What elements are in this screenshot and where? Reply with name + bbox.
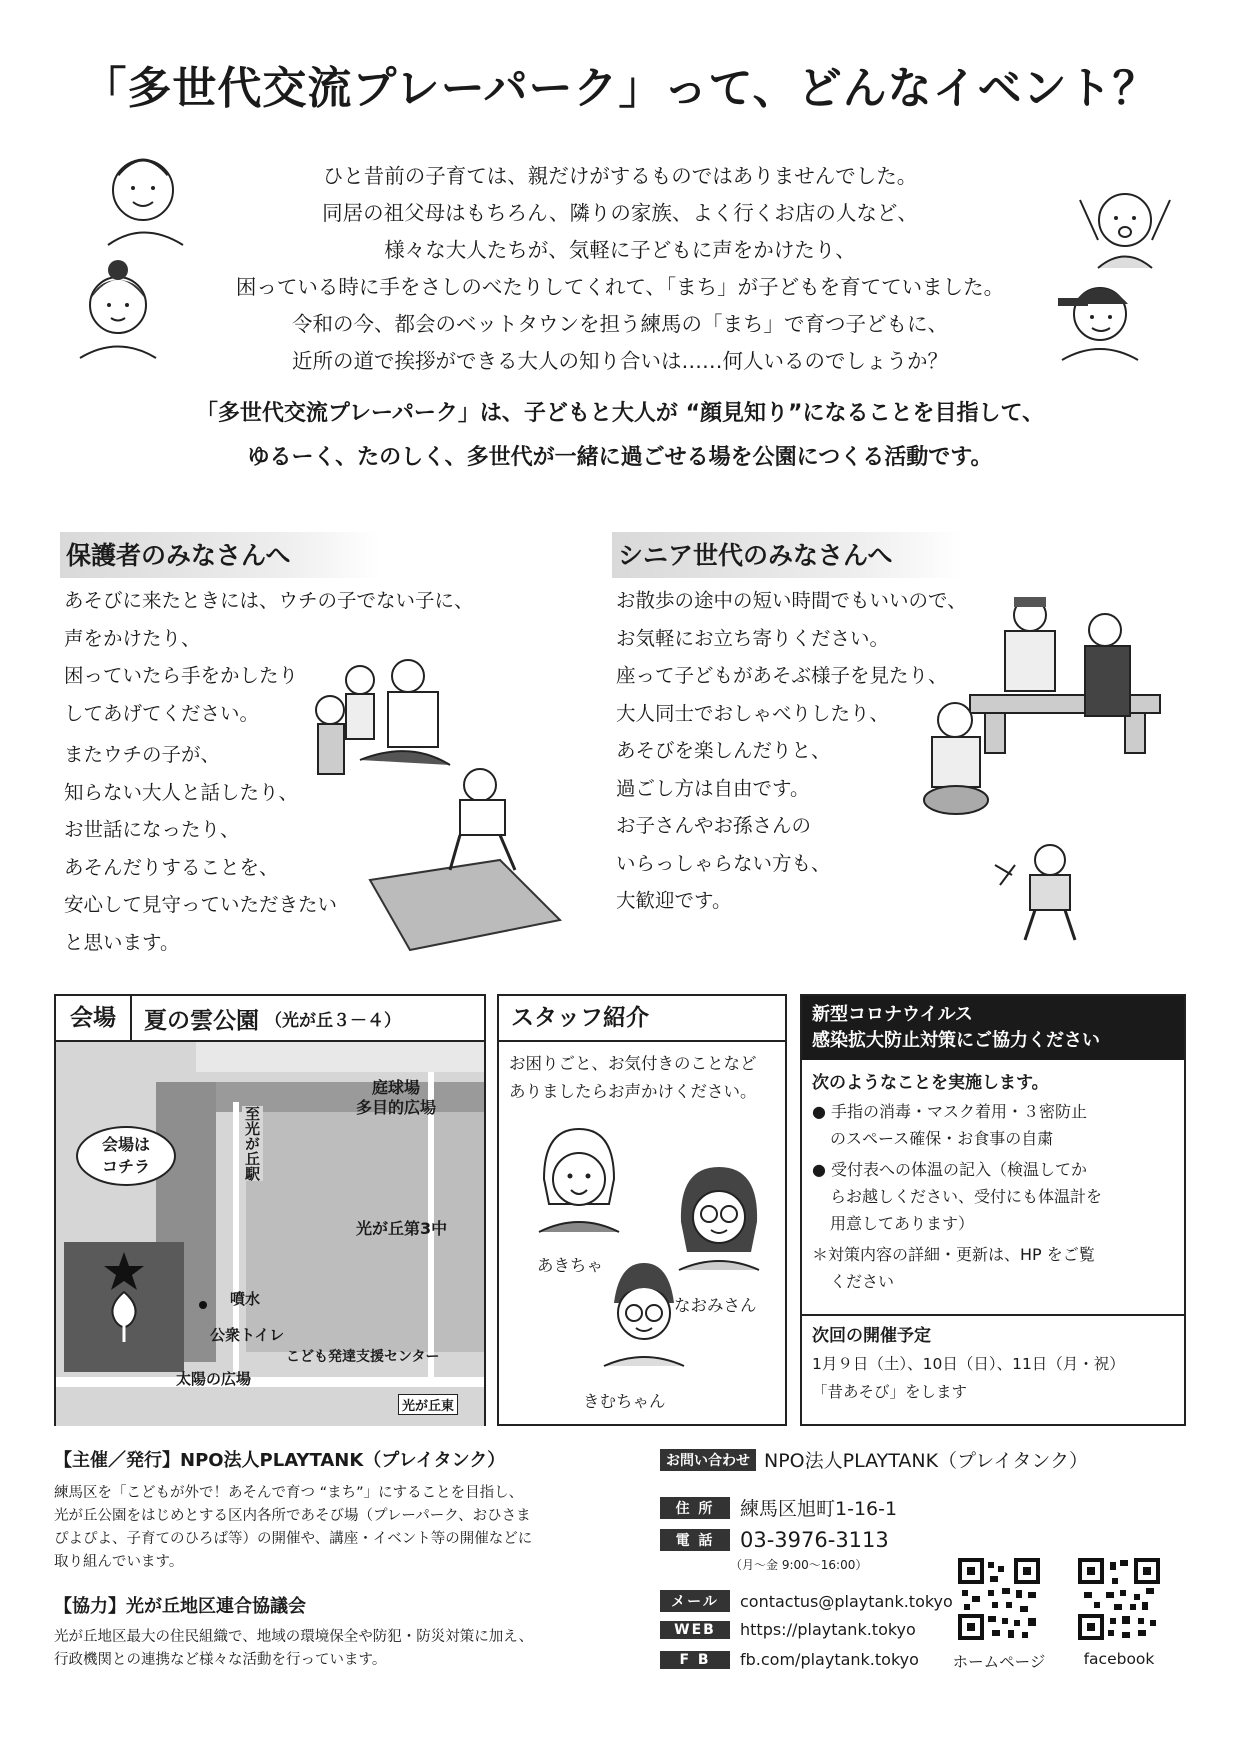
page-title: 「多世代交流プレーパーク」って、どんなイベント？	[82, 63, 1158, 114]
staff-kimu-portrait	[594, 1258, 694, 1368]
text-line: してあげてください。	[64, 701, 260, 725]
text-line: と思います。	[64, 930, 180, 954]
covid-subhead: 次のようなことを実施します。	[812, 1073, 1049, 1093]
text-line: お困りごと、お気付きのことなど	[509, 1054, 757, 1073]
text-line: 安心して見守っていただきたい	[64, 893, 338, 916]
text-line: あそびに来たときには、ウチの子でない子に、	[64, 589, 474, 612]
contact-mail[interactable]: contactus@playtank.tokyo	[740, 1591, 953, 1611]
bubble-text: コチラ	[101, 1157, 150, 1176]
staff-akicha-portrait	[529, 1124, 629, 1234]
next-event	[802, 1314, 1184, 1412]
contact-label: お問い合わせ	[660, 1449, 756, 1471]
organizer-heading	[54, 1446, 505, 1472]
phone-label: 電 話	[660, 1529, 730, 1551]
text-line: 大人同士でおしゃべりしたり、	[616, 701, 890, 725]
text-line: 練馬区を「こどもが外で！あそんで育つ “まち”」にすることを目指し、	[54, 1485, 524, 1501]
text-line: お世話になったり、	[64, 818, 240, 841]
covid-content	[802, 1060, 1184, 1295]
homepage-qr-icon[interactable]	[956, 1556, 1042, 1642]
map-label-tennis	[356, 1078, 436, 1118]
contact-heading	[660, 1446, 1088, 1473]
contact-phone[interactable]: 03-3976-3113	[740, 1528, 889, 1552]
covid-heading: 新型コロナウイルス	[812, 1004, 973, 1025]
seniors-heading: シニア世代のみなさんへ	[612, 532, 962, 578]
staff-box	[497, 994, 787, 1426]
intro-line: 同居の祖父母はもちろん、隣りの家族、よく行くお店の人など、	[322, 201, 918, 225]
text-line: お散歩の途中の短い時間でもいいので、	[616, 589, 967, 612]
staff-heading: スタッフ紹介	[499, 996, 785, 1042]
parents-text-2	[64, 736, 337, 961]
bubble-text: 会場は	[101, 1135, 150, 1154]
contact-fb-row	[660, 1650, 919, 1669]
text-line: 行政機関との連携など様々な活動を行っています。	[54, 1652, 387, 1668]
venue-header	[56, 996, 484, 1042]
map-label-toilet: 公衆トイレ	[210, 1326, 285, 1344]
cooperation-heading	[54, 1592, 306, 1618]
text-line: いらっしゃらない方も、	[616, 851, 831, 875]
covid-item-1	[812, 1098, 1174, 1152]
intro-line: 様々な大人たちが、気軽に子どもに声をかけたり、	[384, 238, 856, 262]
web-label: WEB	[660, 1621, 730, 1639]
text-line: ぴよぴよ、子育てのひろば等）の開催や、講座・イベント等の開催などに	[54, 1531, 533, 1547]
cooperation-label: 【協力】	[54, 1596, 126, 1617]
child-waving-illustration	[1070, 180, 1180, 270]
text-line: 光が丘公園をはじめとする区内各所であそび場（プレーパーク、おひさま	[54, 1508, 531, 1524]
venue-address: （光が丘３－４）	[265, 1010, 401, 1031]
text-line: ● 手指の消毒・マスク着用・３密防止	[812, 1102, 1088, 1121]
text-line: のスペース確保・お食事の自粛	[830, 1129, 1054, 1148]
venue-callout-bubble	[76, 1126, 176, 1186]
parents-children-illustration	[300, 650, 590, 960]
text-line: ＊対策内容の詳細・更新は、HP をご覧	[812, 1245, 1095, 1264]
text-line: お気軽にお立ち寄りください。	[616, 626, 890, 650]
map-label-center: こども発達支援センター	[286, 1349, 440, 1365]
fb-label: F B	[660, 1651, 730, 1669]
text-line: 用意してあります）	[830, 1214, 975, 1233]
map-label-east: 光が丘東	[398, 1394, 458, 1415]
woman-illustration	[68, 250, 168, 360]
map-label-school: 光が丘第3中	[356, 1219, 448, 1238]
text-line: お子さんやお孫さんの	[616, 814, 812, 837]
text-line: またウチの子が、	[64, 743, 221, 766]
venue-name: 夏の雲公園	[144, 1007, 259, 1034]
staff-naomi-portrait	[669, 1162, 769, 1272]
text-line: 光が丘地区最大の住民組織で、地域の環境保全や防犯・防災対策に加え、	[54, 1629, 534, 1645]
intro-text	[170, 158, 1070, 380]
next-event-heading: 次回の開催予定	[812, 1326, 931, 1346]
contact-org-name: NPO法人PLAYTANK（プレイタンク）	[764, 1450, 1088, 1472]
lead-line: ゆるーく、たのしく、多世代が一緒に過ごせる場を公園につくる活動です。	[247, 445, 993, 470]
mail-label: メール	[660, 1590, 730, 1612]
facebook-qr-label: facebook	[1083, 1650, 1155, 1668]
covid-note	[812, 1241, 1174, 1295]
contact-web-row	[660, 1620, 916, 1639]
covid-box	[800, 994, 1186, 1426]
staff-name-1: あきちゃ	[537, 1256, 603, 1275]
text-line: ください	[830, 1272, 895, 1291]
text-line: 困っていたら手をかしたり	[64, 664, 299, 687]
lead-line: 「多世代交流プレーパーク」は、子どもと大人が “顔見知り”になることを目指して、	[195, 401, 1045, 426]
next-event-activity: 「昔あそび」をします	[812, 1383, 968, 1401]
organizer-desc	[54, 1482, 532, 1574]
map-label-station: 至光が丘駅	[243, 1106, 261, 1181]
contact-address: 練馬区旭町1-16-1	[740, 1498, 898, 1520]
text-line: ありましたらお声かけください。	[509, 1082, 757, 1101]
text-line: あそんだりすることを、	[64, 855, 279, 879]
address-label: 住 所	[660, 1497, 730, 1519]
staff-name-3: きむちゃん	[583, 1392, 666, 1411]
intro-line: ひと昔前の子育ては、親だけがするものではありませんでした。	[322, 164, 918, 188]
contact-web[interactable]: https://playtank.tokyo	[740, 1620, 916, 1639]
cooperation-desc	[54, 1626, 533, 1672]
seniors-bench-illustration	[890, 585, 1180, 965]
covid-heading: 感染拡大防止対策にご協力ください	[812, 1030, 1100, 1051]
covid-header	[802, 996, 1184, 1060]
parents-heading: 保護者のみなさんへ	[60, 532, 380, 578]
text-line: 大歓迎です。	[616, 889, 732, 912]
contact-fb[interactable]: fb.com/playtank.tokyo	[740, 1650, 919, 1669]
facebook-qr-icon[interactable]	[1076, 1556, 1162, 1642]
next-event-dates: 1月９日（土）、10日（日）、11日（月・祝）	[812, 1355, 1125, 1373]
organizer-name: NPO法人PLAYTANK（プレイタンク）	[180, 1450, 506, 1471]
staff-name-2: なおみさん	[674, 1296, 757, 1315]
intro-line: 令和の今、都会のベットタウンを担う練馬の「まち」で育つ子どもに、	[292, 312, 948, 336]
covid-item-2	[812, 1156, 1174, 1237]
homepage-qr-label: ホームページ	[952, 1653, 1046, 1671]
toilet-marker-icon	[199, 1301, 207, 1309]
staff-desc	[499, 1042, 785, 1106]
text-line: 声をかけたり、	[64, 626, 201, 650]
text-line: 座って子どもがあそぶ様子を見たり、	[616, 664, 948, 687]
text-line: らお越しください、受付にも体温計を	[830, 1187, 1103, 1206]
map-label-sun-plaza: 太陽の広場	[176, 1370, 252, 1388]
contact-mail-row	[660, 1590, 953, 1612]
text-line: ● 受付表への体温の記入（検温してか	[812, 1160, 1088, 1179]
venue-label: 会場	[56, 996, 132, 1040]
text-line: 取り組んでいます。	[54, 1554, 184, 1570]
text-line: 知らない大人と話したり、	[64, 780, 299, 804]
contact-address-row	[660, 1494, 897, 1521]
venue-box	[54, 994, 486, 1426]
contact-hours: （月～金 9:00～16:00）	[730, 1558, 868, 1572]
map-text: 多目的広場	[356, 1098, 437, 1117]
text-line: あそびを楽しんだりと、	[616, 739, 831, 762]
lead-statement	[100, 392, 1140, 480]
contact-phone-row	[660, 1528, 889, 1552]
text-line: 過ごし方は自由です。	[616, 776, 810, 800]
map-text: 庭球場	[372, 1078, 421, 1097]
intro-line: 近所の道で挨拶ができる大人の知り合いは……何人いるのでしょうか？	[292, 349, 948, 373]
map-label-fountain: 噴水	[230, 1290, 261, 1308]
organizer-label: 【主催／発行】	[54, 1450, 180, 1471]
intro-line: 困っている時に手をさしのべたりしてくれて、「まち」が子どもを育てていました。	[235, 275, 1005, 299]
cooperation-name: 光が丘地区連合協議会	[126, 1596, 306, 1617]
